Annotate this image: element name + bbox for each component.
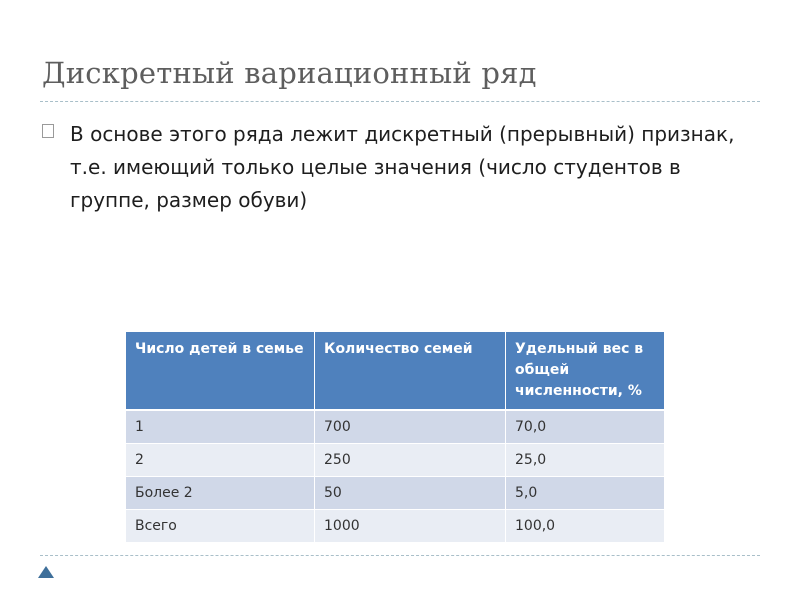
table-row: [126, 410, 664, 444]
table-row: [126, 444, 664, 477]
table-cell: 50: [315, 477, 506, 510]
data-table: [126, 332, 664, 543]
table-row: [126, 477, 664, 510]
table-cell: 700: [315, 410, 506, 444]
slide-title: Дискретный вариационный ряд: [42, 56, 537, 90]
bullet-item: [42, 118, 742, 217]
bullet-text: В основе этого ряда лежит дискретный (прерывный) признак, т.е. имеющий только целые значения (число студентов в группе, размер обуви): [70, 122, 735, 212]
table-header-row: [126, 332, 664, 410]
table-cell: Более 2: [126, 477, 315, 510]
square-bullet-icon: [42, 124, 54, 138]
table-cell: 25,0: [506, 444, 665, 477]
table-cell: 70,0: [506, 410, 665, 444]
footer-divider: [40, 555, 760, 556]
table-cell: 1: [126, 410, 315, 444]
table-cell: 1000: [315, 510, 506, 543]
table-cell: 100,0: [506, 510, 665, 543]
header-children-count: Число детей в семье: [126, 332, 315, 410]
table-cell: 5,0: [506, 477, 665, 510]
header-families-count: Количество семей: [315, 332, 506, 410]
table-row-total: [126, 510, 664, 543]
header-share-percent: Удельный вес в общей численности, %: [506, 332, 665, 410]
table-cell: 2: [126, 444, 315, 477]
table-cell: 250: [315, 444, 506, 477]
title-divider: [40, 101, 760, 102]
table-cell: Всего: [126, 510, 315, 543]
triangle-nav-icon[interactable]: [38, 566, 54, 578]
